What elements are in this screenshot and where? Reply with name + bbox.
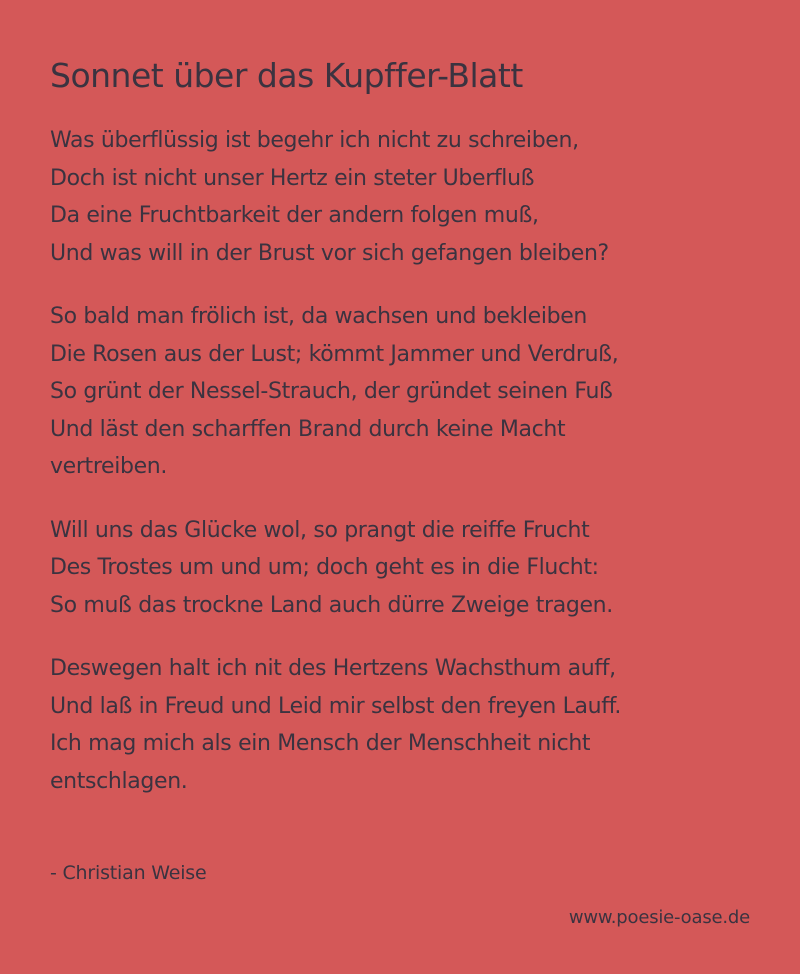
verse-line: Deswegen halt ich nit des Hertzens Wachsthum auff, bbox=[50, 656, 616, 681]
stanza-3 bbox=[50, 512, 770, 625]
verse-line: Da eine Fruchtbarkeit der andern folgen muß, bbox=[50, 203, 539, 228]
verse-line: So muß das trockne Land auch dürre Zweige tragen. bbox=[50, 592, 613, 618]
poem-author: - Christian Weise bbox=[50, 862, 207, 884]
stanza-1 bbox=[50, 122, 770, 272]
verse-line: Und was will in der Brust vor sich gefangen bleiben? bbox=[50, 240, 609, 266]
verse-line: Die Rosen aus der Lust; kömmt Jammer und Verdruß, bbox=[50, 341, 619, 367]
verse-line: So grünt der Nessel-Strauch, der gründet seinen Fuß bbox=[50, 379, 613, 404]
website-url: www.poesie-oase.de bbox=[568, 907, 750, 928]
verse-line: Was überflüssig ist begehr ich nicht zu schreiben, bbox=[50, 128, 579, 153]
stanza-4 bbox=[50, 650, 770, 800]
poem-title: Sonnet über das Kupffer-Blatt bbox=[50, 56, 523, 95]
verse-line: entschlagen. bbox=[50, 768, 188, 794]
stanza-2 bbox=[50, 298, 770, 486]
verse-line: Des Trostes um und um; doch geht es in die Flucht: bbox=[50, 555, 599, 580]
verse-line: Doch ist nicht unser Hertz ein steter Uberfluß bbox=[50, 165, 535, 191]
poem-card bbox=[50, 52, 770, 800]
verse-line: So bald man frölich ist, da wachsen und bekleiben bbox=[50, 304, 588, 329]
verse-line: Ich mag mich als ein Mensch der Menschheit nicht bbox=[50, 731, 591, 756]
verse-line: Will uns das Glücke wol, so prangt die reiffe Frucht bbox=[50, 517, 590, 543]
verse-line: Und laß in Freud und Leid mir selbst den freyen Lauff. bbox=[50, 693, 622, 719]
verse-line: Und läst den scharffen Brand durch keine Macht bbox=[50, 416, 566, 442]
verse-line: vertreiben. bbox=[50, 454, 168, 479]
poem-body bbox=[50, 122, 770, 800]
